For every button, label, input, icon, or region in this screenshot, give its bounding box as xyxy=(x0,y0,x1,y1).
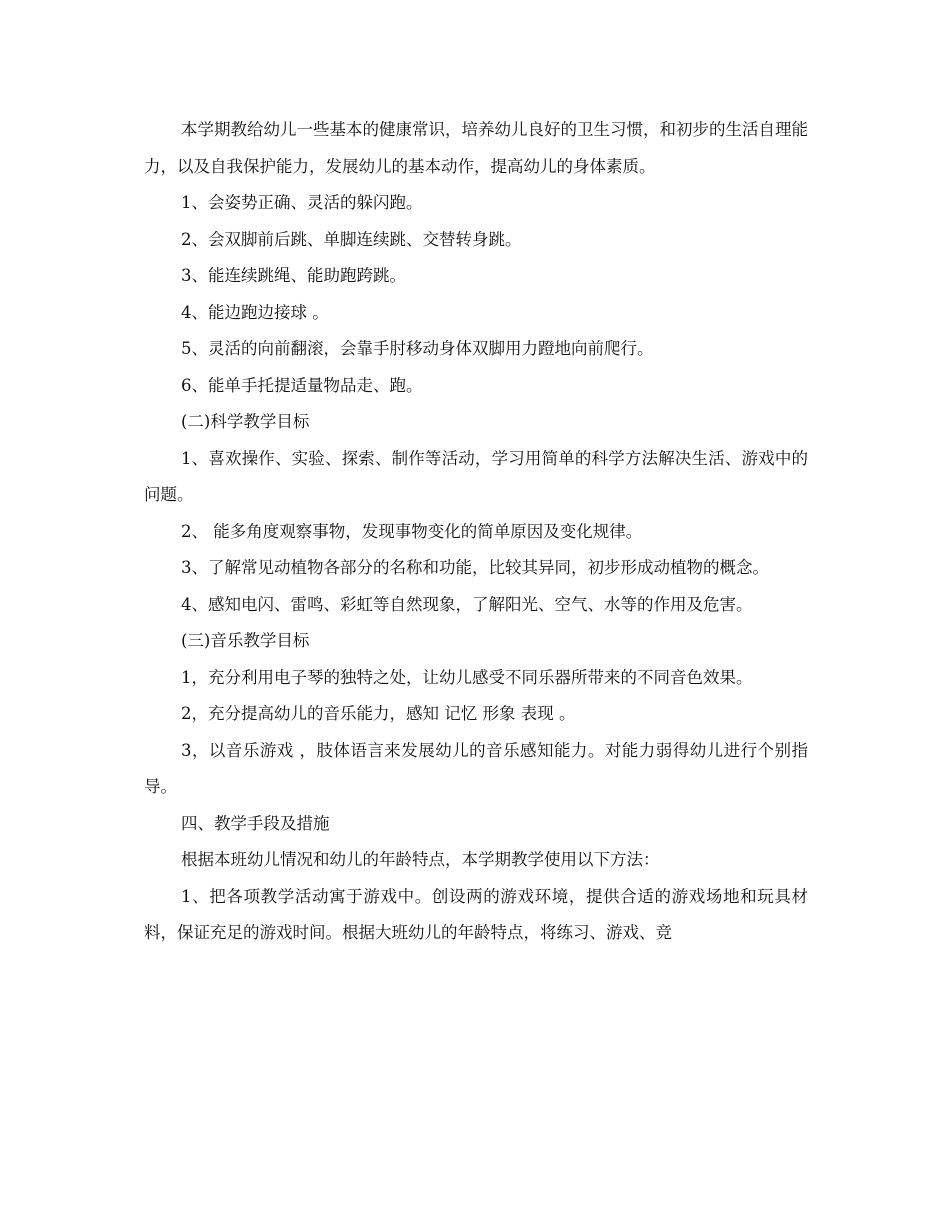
methods-intro: 根据本班幼儿情况和幼儿的年龄特点，本学期教学使用以下方法： xyxy=(181,850,660,869)
science-goal-4: 4、感知电闪、雷鸣、彩虹等自然现象，了解阳光、空气、水等的作用及危害。 xyxy=(181,594,753,614)
music-goal-1: 1，充分利用电子琴的独特之处，让幼儿感受不同乐器所带来的不同音色效果。 xyxy=(181,667,753,687)
health-goal-6: 6、能单手托提适量物品走、跑。 xyxy=(181,375,423,395)
music-goal-2: 2，充分提高幼儿的音乐能力，感知 记忆 形象 表现 。 xyxy=(181,704,576,723)
music-goal-3: 3，以音乐游戏 ，肢体语言来发展幼儿的音乐感知能力。对能力弱得幼儿进行个别指导。 xyxy=(144,740,808,796)
section-heading-science: (二)科学教学目标 xyxy=(181,412,310,431)
science-goal-3: 3、了解常见动植物各部分的名称和功能，比较其异同，初步形成动植物的概念。 xyxy=(181,558,769,577)
section-heading-music: (三)音乐教学目标 xyxy=(181,631,310,650)
document-page xyxy=(144,112,808,952)
method-1: 1、把各项教学活动寓于游戏中。创设两的游戏环境，提供合适的游戏场地和玩具材料，保证充足的游戏时间。根据大班幼儿的年龄特点，将练习、游戏、竞 xyxy=(144,886,808,942)
health-goal-2: 2、会双脚前后跳、单脚连续跳、交替转身跳。 xyxy=(181,229,522,249)
science-goal-2: 2、 能多角度观察事物，发现事物变化的简单原因及变化规律。 xyxy=(181,521,643,541)
intro-paragraph: 本学期教给幼儿一些基本的健康常识，培养幼儿良好的卫生习惯，和初步的生活自理能力，以及自我保护能力，发展幼儿的基本动作，提高幼儿的身体素质。 xyxy=(144,120,808,176)
health-goal-1: 1、会姿势正确、灵活的躲闪跑。 xyxy=(181,193,423,212)
health-goal-4: 4、能边跑边接球 。 xyxy=(181,302,329,322)
health-goal-3: 3、能连续跳绳、能助跑跨跳。 xyxy=(181,266,406,285)
science-goal-1: 1、喜欢操作、实验、探索、制作等活动，学习用简单的科学方法解决生活、游戏中的问题。 xyxy=(144,448,808,504)
health-goal-5: 5、灵活的向前翻滚，会靠手肘移动身体双脚用力蹬地向前爬行。 xyxy=(181,339,654,358)
section-heading-methods: 四、教学手段及措施 xyxy=(181,813,330,833)
